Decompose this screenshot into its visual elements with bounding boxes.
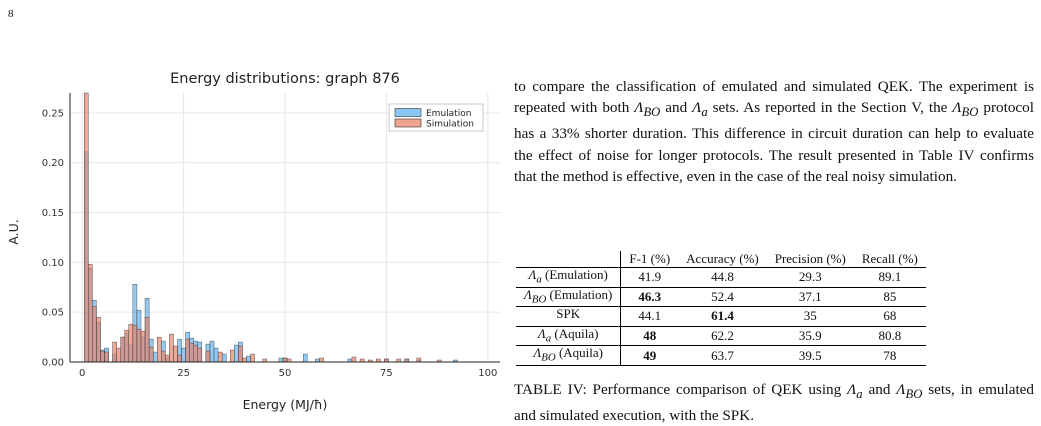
table-cell: 44.1 <box>638 308 662 324</box>
lambda-symbol: Λ <box>847 381 857 398</box>
column-header: Accuracy (%) <box>686 251 759 266</box>
histogram-bar-simulation <box>319 358 323 362</box>
body-paragraph <box>514 76 1034 187</box>
table-cell: 61.4 <box>711 308 734 324</box>
histogram-bar-simulation <box>149 347 153 362</box>
table-cell: 52.4 <box>711 288 734 304</box>
histogram-bar-simulation <box>178 355 182 362</box>
table-row <box>516 326 926 346</box>
histogram-bar-simulation <box>117 348 121 362</box>
table-cell: 35.9 <box>798 328 822 344</box>
x-tick-label: 75 <box>380 368 393 379</box>
histogram-bar-simulation <box>251 354 255 362</box>
y-tick-label: 0.00 <box>41 357 64 369</box>
table-cell: 44.8 <box>711 269 734 285</box>
table-cell: 78 <box>883 347 897 363</box>
legend-swatch-simulation <box>395 119 421 127</box>
y-tick-label: 0.20 <box>41 158 64 170</box>
table-cell: 37.1 <box>798 288 822 304</box>
paragraph-text: protocol has a <box>514 99 1034 143</box>
lambda-symbol: Λ <box>952 99 962 117</box>
x-tick-label: 25 <box>177 368 190 379</box>
row-header: $\Lambda_{BO}$ (Emulation) <box>516 287 621 307</box>
table-row <box>516 346 926 366</box>
histogram-bar-simulation <box>113 342 117 362</box>
histogram-bar-simulation <box>141 331 145 362</box>
lambda-symbol: Λ <box>692 99 702 117</box>
row-header: $\Lambda_a$ (Aquila) <box>516 326 621 346</box>
histogram-bar-emulation <box>222 354 226 362</box>
legend-swatch-emulation <box>395 109 421 117</box>
histogram-bar-simulation <box>145 317 149 362</box>
histogram-bar-simulation <box>186 339 190 362</box>
table-cell: 89.1 <box>878 269 902 285</box>
performance-table <box>516 251 926 366</box>
histogram-bars <box>84 93 457 362</box>
lambda-symbol: Λ <box>634 99 644 117</box>
table-cell: 80.8 <box>878 328 902 344</box>
lambda-subscript: a <box>701 105 708 120</box>
table-cell: 46.3 <box>638 288 662 304</box>
histogram-bar-simulation <box>84 93 88 362</box>
table-cell: 62.2 <box>711 328 734 344</box>
histogram-bar-simulation <box>161 351 165 362</box>
histogram-bar-simulation <box>92 306 96 362</box>
column-header: Recall (%) <box>861 251 918 266</box>
histogram-bar-simulation <box>137 329 141 362</box>
paragraph-text: to compare the classification of emulated and simulated QEK. The experiment is repeated with both <box>514 78 1034 117</box>
chart-title: Energy distributions: graph 876 <box>170 71 400 87</box>
histogram-bar-simulation <box>96 317 100 362</box>
energy-histogram <box>0 60 500 417</box>
lambda-subscript: a <box>856 387 863 402</box>
lambda-subscript: BO <box>961 105 979 120</box>
column-header: F-1 (%) <box>629 251 671 266</box>
table-corner-cell <box>516 251 621 268</box>
table-cell: 41.9 <box>638 269 662 285</box>
lambda-subscript: BO <box>643 105 661 120</box>
table-cell: 68 <box>883 308 897 324</box>
y-tick-label: 0.15 <box>41 208 64 220</box>
histogram-bar-emulation <box>279 358 283 362</box>
table-cell: 63.7 <box>711 347 734 363</box>
table-header-row <box>516 251 926 268</box>
histogram-bar-simulation <box>283 358 287 362</box>
table-cell: 85 <box>883 288 897 304</box>
x-tick-label: 100 <box>478 368 498 379</box>
histogram-bar-simulation <box>206 351 210 362</box>
page-number: 8 <box>8 8 14 20</box>
histogram-bar-emulation <box>153 352 157 362</box>
paragraph-text: and <box>660 99 693 117</box>
legend-label-simulation: Simulation <box>426 119 474 130</box>
histogram-bar-emulation <box>182 348 186 362</box>
column-header: Precision (%) <box>774 251 846 266</box>
histogram-bar-simulation <box>352 357 356 362</box>
legend <box>389 104 483 131</box>
paragraph-text: shorter duration. This difference in circuit duration can help to evaluate the effect of noise for longer protocols. The result presented in Table IV confirms that the method is effective, even in the case of the real noisy simulation. <box>514 125 1034 185</box>
x-tick-label: 0 <box>78 368 86 379</box>
histogram-bar-simulation <box>88 264 92 362</box>
y-axis-label: A.U. <box>6 219 21 245</box>
energy-histogram-figure <box>0 60 500 417</box>
histogram-bar-simulation <box>125 330 129 362</box>
table-cell: 49 <box>643 347 657 363</box>
histogram-bar-simulation <box>121 337 125 362</box>
table-cell: 39.5 <box>798 347 822 363</box>
lambda-subscript: BO <box>905 387 923 402</box>
y-tick-label: 0.25 <box>41 108 64 120</box>
histogram-bar-simulation <box>198 348 202 362</box>
x-axis-label: Energy (MJ/ħ) <box>242 397 328 412</box>
histogram-bar-emulation <box>210 341 214 362</box>
x-tick-label: 50 <box>278 368 292 379</box>
histogram-bar-simulation <box>190 343 194 362</box>
legend-label-emulation: Emulation <box>426 109 472 119</box>
table-row <box>516 307 926 327</box>
histogram-bar-simulation <box>238 346 242 362</box>
histogram-bar-simulation <box>218 352 222 362</box>
table-row <box>516 268 926 288</box>
histogram-bar-simulation <box>100 351 104 362</box>
histogram-bar-simulation <box>157 337 161 362</box>
caption-text: TABLE IV: Performance comparison of QEK using <box>514 381 848 398</box>
caption-text: and <box>862 381 897 398</box>
lambda-symbol: Λ <box>896 381 906 398</box>
paragraph-text: sets. As reported in the Section V, the <box>707 99 953 117</box>
histogram-bar-emulation <box>214 348 218 362</box>
table-row <box>516 287 926 307</box>
y-tick-label: 0.05 <box>41 307 64 319</box>
histogram-bar-simulation <box>129 324 133 362</box>
histogram-bar-simulation <box>169 334 173 362</box>
histogram-bar-simulation <box>417 358 421 362</box>
row-header: SPK <box>516 307 621 327</box>
row-header: $\Lambda_{BO}$ (Aquila) <box>516 346 621 366</box>
tick-labels <box>42 108 498 379</box>
histogram-bar-emulation <box>234 345 238 362</box>
histogram-bar-emulation <box>303 354 307 362</box>
table-cell: 48 <box>643 328 657 344</box>
y-tick-label: 0.10 <box>41 257 64 269</box>
histogram-bar-simulation <box>194 345 198 362</box>
histogram-bar-simulation <box>165 355 169 362</box>
row-header: $\Lambda_a$ (Emulation) <box>516 268 621 288</box>
histogram-bar-emulation <box>246 356 250 362</box>
histogram-bar-simulation <box>104 352 108 362</box>
histogram-bar-simulation <box>230 350 234 362</box>
histogram-bar-simulation <box>133 325 137 362</box>
caption-text: sets, in emulated and simulated execution, with the SPK. <box>514 381 1035 425</box>
histogram-bar-simulation <box>173 346 177 362</box>
histogram-bar-simulation <box>242 358 246 362</box>
percentage-value: 33% <box>551 125 580 143</box>
table-cell: 29.3 <box>798 269 822 285</box>
table-caption <box>514 379 1034 426</box>
table-cell: 35 <box>803 308 817 324</box>
